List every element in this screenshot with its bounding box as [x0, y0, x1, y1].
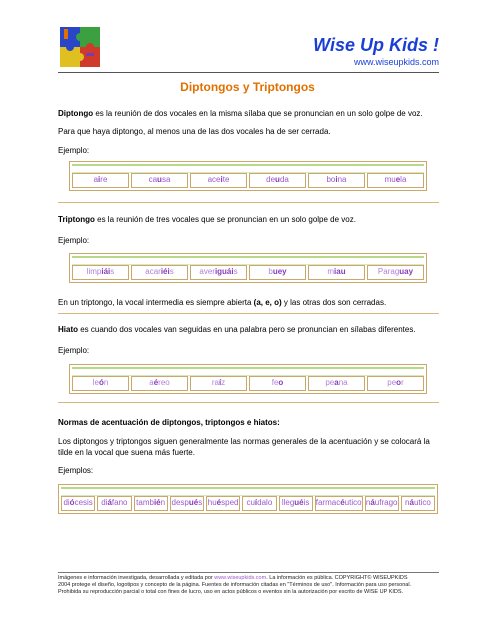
normas-word: diócesis [61, 496, 95, 511]
hiato-word: raíz [190, 376, 247, 391]
diptongo-word: boina [308, 173, 365, 188]
triptongo-word: acariéis [131, 265, 188, 280]
diptongo-row [72, 173, 424, 188]
normas-ejemplos-label: Ejemplos: [58, 466, 94, 475]
footer-link[interactable]: www.wiseupkids.com [214, 575, 267, 581]
footer-line-3: Prohibida su reproducción parcial o total con fines de lucro, uso en actos públicos o eventos sin la autorización por escrito de WISE UP KIDS. [58, 589, 404, 595]
diptongo-ejemplo-label: Ejemplo: [58, 146, 90, 155]
diptongo-word: causa [131, 173, 188, 188]
footer-line-1: Imágenes e información investigada, desarrollada y editada por www.wiseupkids.com. La información es pública. COPYRIGHT© WISEUPKIDS [58, 575, 408, 581]
triptongo-word: miau [308, 265, 365, 280]
hiato-word: peor [367, 376, 424, 391]
table-header-band [72, 256, 424, 265]
triptongo-word: buey [249, 265, 306, 280]
triptongo-word: Paraguay [367, 265, 424, 280]
normas-word: huésped [206, 496, 240, 511]
normas-paragraph: Los diptongos y triptongos siguen generalmente las normas generales de la acentuación y se colocará la tilde en la vocal que suena más fuerte. [58, 437, 430, 457]
table-header-band [72, 367, 424, 376]
hiato-word: aéreo [131, 376, 188, 391]
hiato-ejemplo-label: Ejemplo: [58, 346, 90, 355]
hiato-example-table [69, 364, 427, 394]
hiato-definition [58, 324, 438, 335]
section-divider [58, 402, 439, 403]
triptongo-def-text: es la reunión de tres vocales que se pronuncian en un solo golpe de voz. [94, 215, 356, 224]
hiato-def-text: es cuando dos vocales van seguidas en una palabra pero se pronuncian en sílabas diferentes. [78, 325, 416, 334]
hiato-word: peana [308, 376, 365, 391]
footer [58, 575, 440, 596]
normas-word: después [170, 496, 204, 511]
diptongo-word: deuda [249, 173, 306, 188]
normas-example-table [58, 484, 438, 514]
normas-heading: Normas de acentuación de diptongos, triptongos e hiatos: [58, 418, 280, 427]
table-header-band [72, 164, 424, 173]
brand-title: Wise Up Kids ! [313, 35, 439, 55]
normas-word: náufrago [365, 496, 399, 511]
diptongo-word: aire [72, 173, 129, 188]
hiato-word: feo [249, 376, 306, 391]
hiato-word: león [72, 376, 129, 391]
hiato-term: Hiato [58, 325, 78, 334]
puzzle-logo [58, 25, 102, 69]
hiato-row [72, 376, 424, 391]
page-title: Diptongos y Triptongos [180, 80, 315, 94]
triptongo-term: Triptongo [58, 215, 95, 224]
diptongo-definition [58, 108, 438, 119]
triptongo-definition [58, 214, 438, 225]
normas-word: también [134, 496, 168, 511]
diptongo-def-text: es la reunión de dos vocales en la misma sílaba que se pronuncian en un solo golpe de voz. [93, 109, 423, 118]
normas-row [61, 496, 435, 511]
diptongo-word: muela [367, 173, 424, 188]
diptongo-rule: Para que haya diptongo, al menos una de las dos vocales ha de ser cerrada. [58, 127, 331, 136]
footer-divider [58, 572, 439, 573]
footer-line-2: 2004 protege el diseño, logotipos y concepto de la página. Fuentes de información citadas en "Términos de uso". Información para uso personal. [58, 582, 412, 588]
diptongo-word: aceite [190, 173, 247, 188]
brand [313, 35, 439, 67]
normas-word: lleguéis [279, 496, 313, 511]
triptongo-word: averiguáis [190, 265, 247, 280]
triptongo-ejemplo-label: Ejemplo: [58, 236, 90, 245]
diptongo-term: Diptongo [58, 109, 94, 118]
triptongo-note: En un triptongo, la vocal intermedia es siempre abierta (a, e, o) y las otras dos son cerradas. [58, 298, 387, 307]
triptongo-row [72, 265, 424, 280]
normas-word: diáfano [97, 496, 131, 511]
header-divider [58, 72, 439, 73]
triptongo-example-table [69, 253, 427, 283]
table-header-band [61, 487, 435, 496]
section-divider [58, 313, 439, 314]
brand-url[interactable]: www.wiseupkids.com [353, 57, 439, 67]
normas-word: farmacéutico [315, 496, 363, 511]
diptongo-example-table [69, 161, 427, 191]
triptongo-word: limpiáis [72, 265, 129, 280]
normas-word: náutico [401, 496, 435, 511]
normas-word: cuídalo [242, 496, 276, 511]
section-divider [58, 202, 439, 203]
